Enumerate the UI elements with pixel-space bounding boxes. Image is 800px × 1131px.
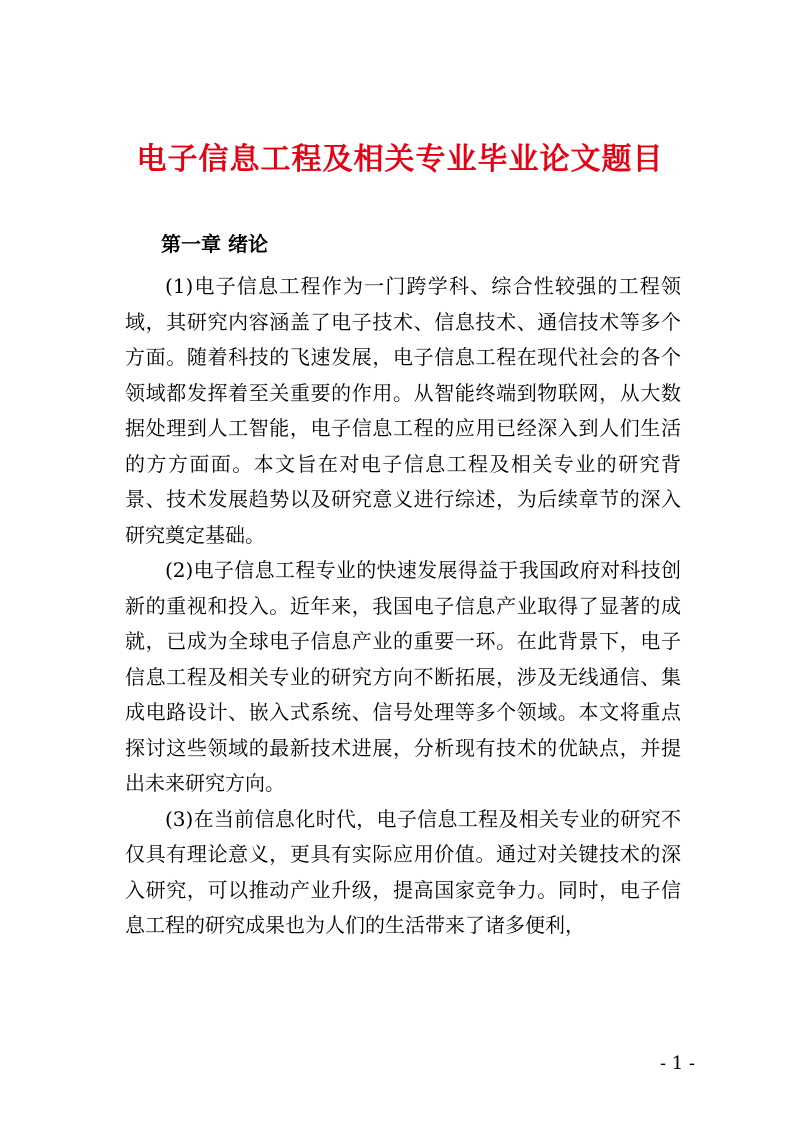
page-number: - 1 - [659,1053,695,1074]
body-text [125,269,681,944]
paragraph-2: (2)电子信息工程专业的快速发展得益于我国政府对科技创新的重视和投入。近年来，我国电子信息产业取得了显著的成就，已成为全球电子信息产业的重要一环。在此背景下，电子信息工程及相关专业的研究方向不断拓展，涉及无线通信、集成电路设计、嵌入式系统、信号处理等多个领域。本文将重点探讨这些领域的最新技术进展，分析现有技术的优缺点，并提出未来研究方向。 [125,558,681,795]
page-title: 电子信息工程及相关专业毕业论文题目 [136,142,664,177]
paragraph-3: (3)在当前信息化时代，电子信息工程及相关专业的研究不仅具有理论意义，更具有实际应用价值。通过对关键技术的深入研究，可以推动产业升级，提高国家竞争力。同时，电子信息工程的研究成果也为人们的生活带来了诸多便利， [125,806,681,937]
paragraph-1: (1)电子信息工程作为一门跨学科、综合性较强的工程领域，其研究内容涵盖了电子技术、信息技术、通信技术等多个方面。随着科技的飞速发展，电子信息工程在现代社会的各个领域都发挥着至关重要的作用。从智能终端到物联网，从大数据处理到人工智能，电子信息工程的应用已经深入到人们生活的方方面面。本文旨在对电子信息工程及相关专业的研究背景、技术发展趋势以及研究意义进行综述，为后续章节的深入研究奠定基础。 [125,274,681,547]
chapter-heading: 第一章 绪论 [161,232,268,256]
